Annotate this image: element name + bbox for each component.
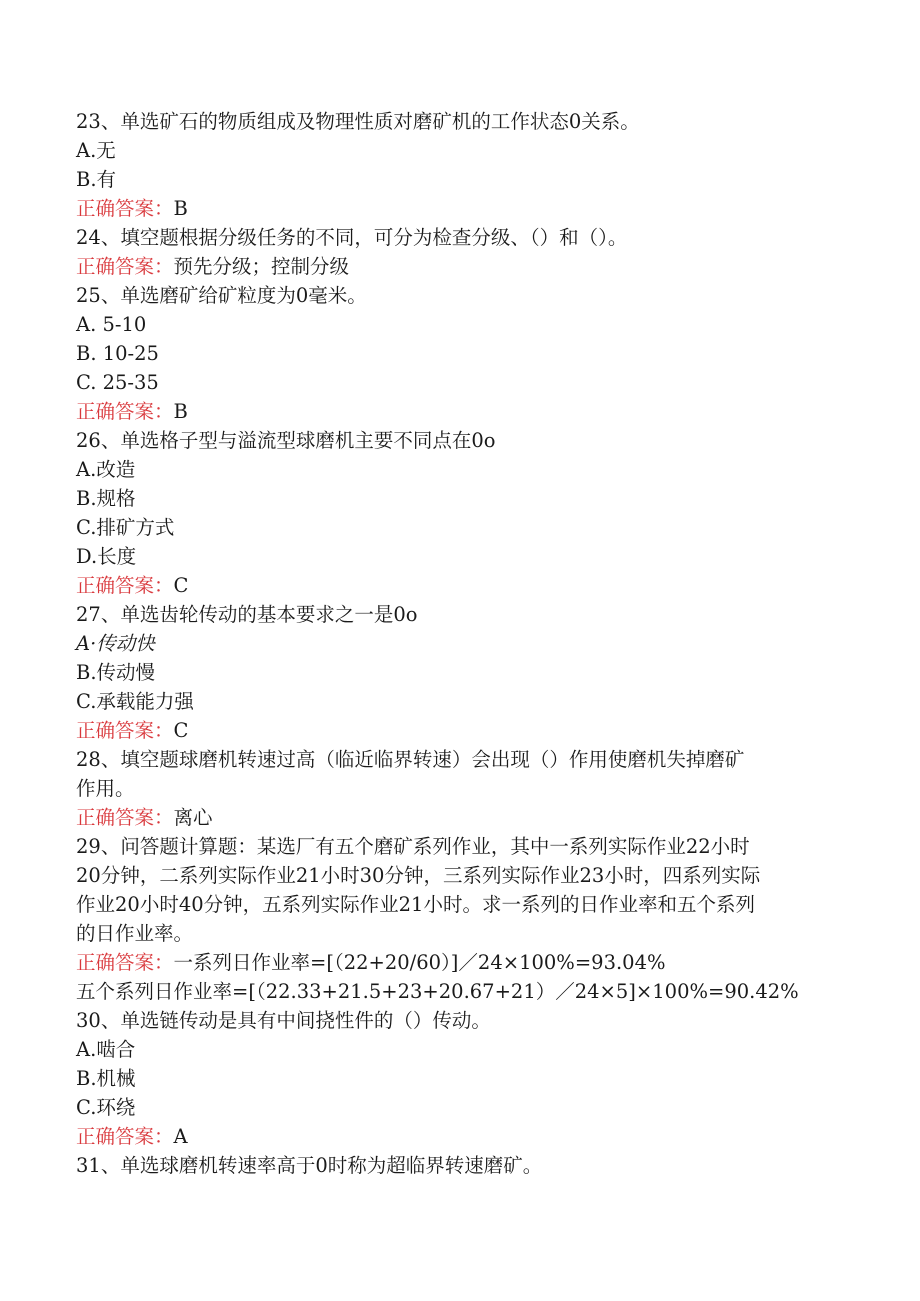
answer-value: 离心 [173, 806, 213, 829]
text-line: 24、填空题根据分级任务的不同，可分为检查分级、（）和（）。 [76, 226, 628, 249]
answer-line [76, 948, 816, 977]
text-line: B.机械 [76, 1067, 136, 1090]
text-line: 20分钟，二系列实际作业21小时30分钟，三系列实际作业23小时，四系列实际 [76, 864, 761, 887]
text-line: 的日作业率。 [76, 922, 194, 945]
text-line: C. 25-35 [76, 371, 159, 394]
text-line: A.无 [76, 139, 116, 162]
text-line: C.排矿方式 [76, 516, 175, 539]
answer-label: 正确答案： [76, 719, 174, 742]
answer-value: C [173, 574, 189, 597]
answer-value: A [173, 1125, 188, 1148]
answer-label: 正确答案： [76, 1125, 174, 1148]
text-line: C.环绕 [76, 1096, 136, 1119]
text-line: B.规格 [76, 487, 136, 510]
answer-line [76, 252, 816, 281]
answer-label: 正确答案： [76, 574, 174, 597]
text-line: 29、问答题计算题：某选厂有五个磨矿系列作业，其中一系列实际作业22小时 [76, 835, 750, 858]
answer-value: 一系列日作业率=[（22+20/60）]／24×100%=93.04% [173, 951, 666, 974]
answer-value: B [173, 197, 188, 220]
answer-line [76, 397, 816, 426]
answer-label: 正确答案： [76, 197, 174, 220]
text-line: B.有 [76, 168, 117, 191]
answer-line [76, 803, 816, 832]
text-line: 23、单选矿石的物质组成及物理性质对磨矿机的工作状态0关系。 [76, 110, 640, 133]
answer-line [76, 1122, 816, 1151]
text-line: 25、单选磨矿给矿粒度为0毫米。 [76, 284, 367, 307]
text-line: 作用。 [76, 777, 135, 800]
text-line: 五个系列日作业率=[（22.33+21.5+23+20.67+21）／24×5]×100%=90.42% [76, 980, 799, 1003]
answer-label: 正确答案： [76, 806, 174, 829]
answer-value: C [173, 719, 189, 742]
text-line: C.承载能力强 [76, 690, 194, 713]
text-line: 27、单选齿轮传动的基本要求之一是0o [76, 603, 418, 626]
text-line: 28、填空题球磨机转速过高（临近临界转速）会出现（）作用使磨机失掉磨矿 [76, 748, 745, 771]
text-line: A. 5-10 [76, 313, 147, 336]
answer-label: 正确答案： [76, 255, 174, 278]
answer-line [76, 571, 816, 600]
answer-value: 预先分级；控制分级 [173, 255, 350, 278]
answer-value: B [173, 400, 188, 423]
answer-label: 正确答案： [76, 951, 174, 974]
text-line: A.啮合 [76, 1038, 136, 1061]
text-line: 作业20小时40分钟，五系列实际作业21小时。求一系列的日作业率和五个系列 [76, 893, 755, 916]
text-line: D.长度 [76, 545, 137, 568]
text-line: 31、单选球磨机转速率高于0时称为超临界转速磨矿。 [76, 1154, 543, 1177]
answer-line [76, 194, 816, 223]
answer-label: 正确答案： [76, 400, 174, 423]
text-line: B.传动慢 [76, 661, 156, 684]
option-line-italic: A·传动快 [76, 632, 155, 655]
text-line: 30、单选链传动是具有中间挠性件的（）传动。 [76, 1009, 491, 1032]
text-line: A.改造 [76, 458, 136, 481]
document-page [76, 107, 816, 1180]
text-line: B. 10-25 [76, 342, 159, 365]
text-line: 26、单选格子型与溢流型球磨机主要不同点在0o [76, 429, 496, 452]
answer-line [76, 716, 816, 745]
